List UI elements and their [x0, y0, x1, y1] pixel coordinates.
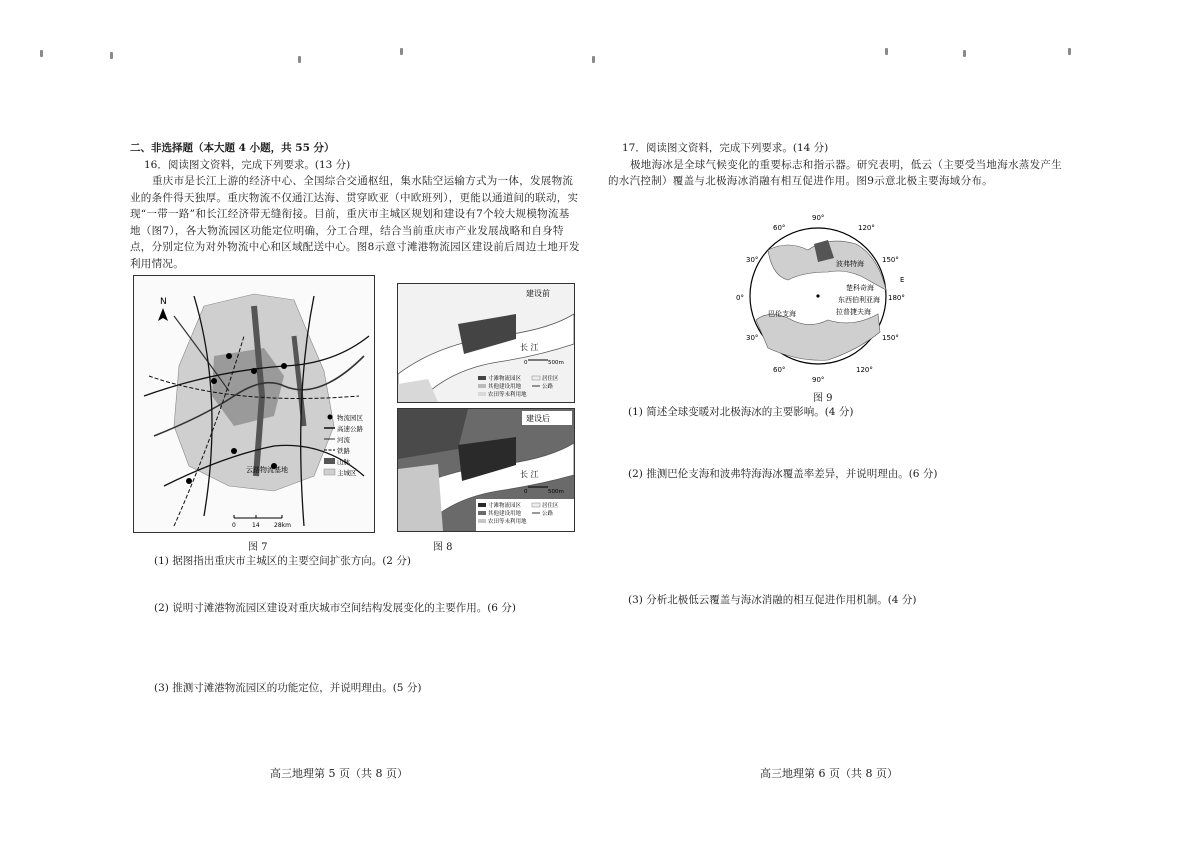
map-label: 云路物流基地: [246, 466, 288, 474]
river-label: 长 江: [520, 470, 539, 479]
figure-7-map: [133, 275, 375, 533]
figure-7-caption: 图 7: [248, 542, 268, 553]
question-17-sub-3: (3) 分析北极低云覆盖与海冰消融的相互促进作用机制。(4 分): [628, 594, 917, 606]
left-page: [130, 140, 580, 272]
figure-7-scale-bar: [232, 515, 291, 529]
scale-label: 0: [524, 360, 528, 366]
longitude-label: 60°: [773, 366, 786, 374]
longitude-label: 30°: [746, 256, 759, 264]
farmland-area: [398, 464, 443, 531]
section-title: 二、非选择题（本大题 4 小题，共 55 分）: [130, 142, 335, 154]
north-arrow-icon: [158, 308, 168, 321]
longitude-label: 30°: [746, 334, 759, 342]
scale-label: 500m: [548, 360, 564, 366]
scan-mark: [110, 52, 113, 59]
question-16-sub-3: (3) 推测寸滩港物流园区的功能定位，并说明理由。(5 分): [154, 682, 422, 694]
question-17-sub-2: (2) 推测巴伦支海和波弗特海海冰覆盖率差异，并说明理由。(6 分): [628, 468, 938, 480]
logistics-park-point: [211, 378, 217, 384]
legend-item: 公路: [542, 511, 554, 517]
after-map-svg: [398, 409, 574, 531]
page-footer-left: 高三地理第 5 页（共 8 页）: [270, 767, 408, 780]
north-arrow-label: N: [160, 297, 167, 307]
scale-label: 28km: [274, 522, 291, 529]
legend-item: 铁路: [337, 447, 350, 455]
longitude-label: 150°: [882, 334, 899, 342]
sea-label: 楚科奇海: [846, 284, 874, 292]
legend-item: 居住区: [542, 503, 559, 509]
legend-item: 其他建设用地: [488, 511, 522, 517]
scale-label: 0: [524, 489, 528, 495]
north-pole-point: [816, 294, 819, 297]
sea-label: 东西伯利亚海: [838, 296, 880, 304]
question-16-sub-2: (2) 说明寸滩港物流园区建设对重庆城市空间结构发展变化的主要作用。(6 分): [154, 602, 516, 614]
legend-item: 高速公路: [337, 425, 363, 433]
scan-mark: [400, 48, 403, 55]
question-17-sub-1: (1) 简述全球变暖对北极海冰的主要影响。(4 分): [628, 406, 854, 418]
figure-9-caption: 图 9: [813, 393, 833, 404]
scan-mark: [1068, 48, 1071, 55]
logistics-park-point: [186, 478, 192, 484]
logistics-park-point: [281, 363, 287, 369]
sea-label: 巴伦支海: [768, 310, 796, 318]
longitude-label: 150°: [882, 256, 899, 264]
longitude-label: 0°: [736, 294, 744, 302]
question-16-heading: 16．阅读图文资料，完成下列要求。(13 分): [144, 158, 351, 171]
longitude-label: 120°: [856, 366, 873, 374]
page-footer-right: 高三地理第 6 页（共 8 页）: [760, 767, 898, 780]
before-map-svg: [398, 284, 574, 402]
question-17-passage: 极地海冰是全球气候变化的重要标志和指示器。研究表明，低云（主要受当地海水蒸发产生的水汽控制）覆盖与北极海冰消融有相互促进作用。图9示意北极主要海域分布。: [608, 158, 1062, 187]
legend-item: 农田等未利用地: [488, 519, 527, 525]
hemisphere-label: E: [900, 276, 905, 284]
legend-item: 物流园区: [337, 414, 363, 422]
chongqing-map-svg: [134, 276, 374, 532]
legend-item: 寸滩物流园区: [488, 503, 522, 509]
legend-item: 其他建设用地: [488, 384, 522, 390]
scan-mark: [592, 56, 595, 63]
logistics-park-point: [251, 368, 257, 374]
map-title: 建设前: [526, 289, 550, 298]
logistics-park-point: [226, 353, 232, 359]
scan-mark: [885, 48, 888, 55]
figure-8-before-map: [397, 283, 575, 403]
longitude-label: 120°: [858, 224, 875, 232]
legend-item: 农田等未利用地: [488, 392, 527, 398]
scale-label: 0: [232, 522, 236, 529]
legend-item: 寸滩物流园区: [488, 376, 522, 382]
scan-mark: [298, 56, 301, 63]
legend-item: 主城区: [337, 469, 357, 477]
scale-label: 500m: [548, 489, 564, 495]
longitude-label: 90°: [812, 214, 825, 222]
figure-9-arctic-map: [728, 210, 908, 388]
question-16-passage: 重庆市是长江上游的经济中心、全国综合交通枢纽，集水陆空运输方式为一体，发展物流业的条件得天独厚。重庆物流不仅通江达海、贯穿欧亚（中欧班列），更能以通道间的联动，实现“一带一路”和长江经济带无缝衔接。目前，重庆市主城区规划和建设有7个较大规模物流基地（图7），各大物流园区功能定位明确，分工合理，结合当前重庆市产业发展战略和自身特点，分别定位为对外物流中心和区域配送中心。图8示意寸滩港物流园区建设前后周边土地开发利用情况。: [130, 175, 580, 270]
legend-item: 河流: [337, 436, 350, 444]
legend-item: 公路: [542, 384, 554, 390]
logistics-park-point: [231, 448, 237, 454]
question-16-sub-1: (1) 据图指出重庆市主城区的主要空间扩张方向。(2 分): [154, 555, 411, 567]
question-17-heading: 17．阅读图文资料，完成下列要求。(14 分): [622, 142, 829, 154]
map-title: 建设后: [526, 414, 550, 423]
scan-mark: [963, 50, 966, 57]
longitude-label: 90°: [812, 376, 825, 384]
legend-item: 居住区: [542, 376, 559, 382]
scan-mark: [40, 50, 43, 57]
sea-label: 波弗特海: [836, 260, 864, 268]
legend-item: 山脉: [337, 458, 350, 466]
river-label: 长 江: [520, 343, 539, 352]
scale-label: 14: [252, 522, 260, 529]
figure-8-caption: 图 8: [433, 542, 453, 553]
longitude-label: 180°: [888, 294, 905, 302]
figure-8-after-map: [397, 408, 575, 532]
arctic-map-svg: [728, 210, 908, 388]
right-page: [608, 140, 1068, 190]
longitude-label: 60°: [773, 224, 786, 232]
sea-label: 拉普捷夫海: [836, 308, 871, 316]
